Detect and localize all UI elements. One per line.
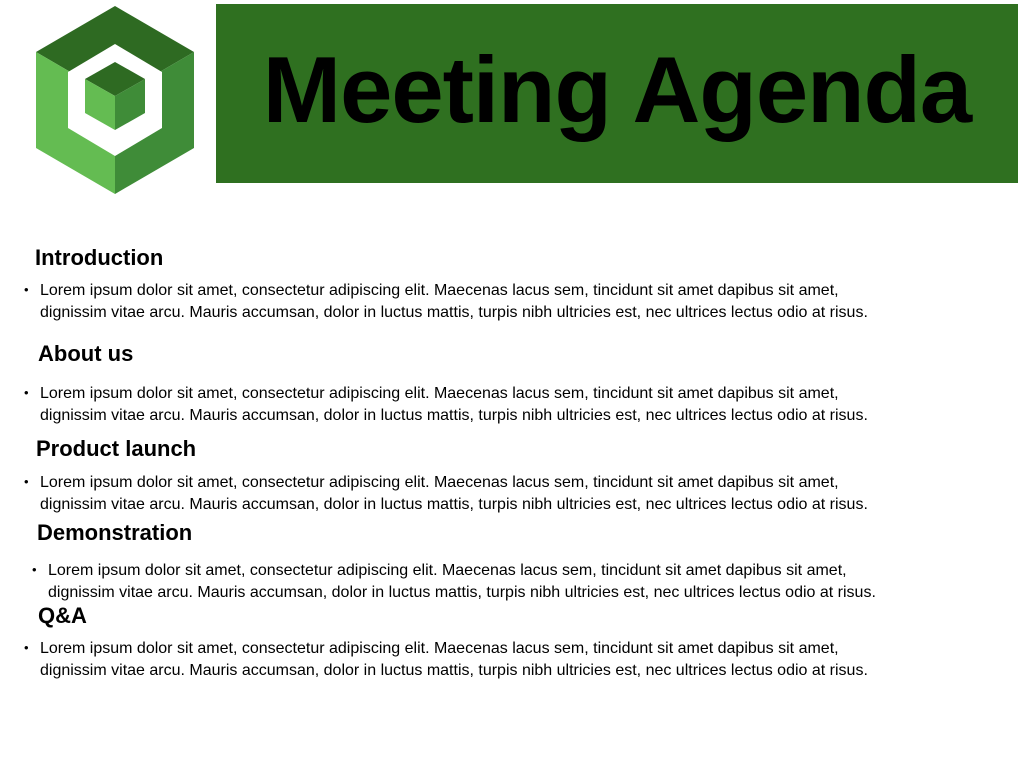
section-heading-demonstration: Demonstration	[37, 520, 193, 545]
page-title: Meeting Agenda	[262, 36, 972, 142]
section-heading-about-us: About us	[38, 341, 134, 366]
section-text-line1: Lorem ipsum dolor sit amet, consectetur adipiscing elit. Maecenas lacus sem, tincidunt sit amet dapibus sit amet,	[40, 640, 839, 657]
section-text-line1: Lorem ipsum dolor sit amet, consectetur adipiscing elit. Maecenas lacus sem, tincidunt sit amet dapibus sit amet,	[40, 385, 839, 402]
bullet-icon: •	[24, 640, 29, 655]
section-text-line2: dignissim vitae arcu. Mauris accumsan, dolor in luctus mattis, turpis nibh ultricies est, nec ultrices lectus odio at risus.	[40, 662, 868, 679]
bullet-icon: •	[24, 282, 29, 297]
section-text-line1: Lorem ipsum dolor sit amet, consectetur adipiscing elit. Maecenas lacus sem, tincidunt sit amet dapibus sit amet,	[40, 282, 839, 299]
bullet-icon: •	[24, 385, 29, 400]
list-item	[24, 280, 1004, 324]
section-text-line2: dignissim vitae arcu. Mauris accumsan, dolor in luctus mattis, turpis nibh ultricies est, nec ultrices lectus odio at risus.	[40, 304, 868, 321]
section-heading-product-launch: Product launch	[36, 436, 197, 461]
bullet-icon: •	[32, 562, 37, 577]
list-item	[24, 638, 1004, 682]
section-text-line1: Lorem ipsum dolor sit amet, consectetur adipiscing elit. Maecenas lacus sem, tincidunt sit amet dapibus sit amet,	[40, 474, 839, 491]
title-banner	[216, 4, 1018, 183]
section-heading-qa: Q&A	[38, 603, 87, 628]
green-hexagon-cube-icon	[26, 2, 204, 198]
list-item	[24, 383, 1004, 427]
list-item	[24, 472, 1004, 516]
section-text-line2: dignissim vitae arcu. Mauris accumsan, dolor in luctus mattis, turpis nibh ultricies est, nec ultrices lectus odio at risus.	[40, 407, 868, 424]
section-text-line1: Lorem ipsum dolor sit amet, consectetur adipiscing elit. Maecenas lacus sem, tincidunt sit amet dapibus sit amet,	[48, 562, 847, 579]
section-text-line2: dignissim vitae arcu. Mauris accumsan, dolor in luctus mattis, turpis nibh ultricies est, nec ultrices lectus odio at risus.	[40, 496, 868, 513]
section-heading-introduction: Introduction	[35, 245, 164, 270]
list-item	[32, 560, 1012, 604]
bullet-icon: •	[24, 474, 29, 489]
section-text-line2: dignissim vitae arcu. Mauris accumsan, dolor in luctus mattis, turpis nibh ultricies est, nec ultrices lectus odio at risus.	[48, 584, 876, 601]
